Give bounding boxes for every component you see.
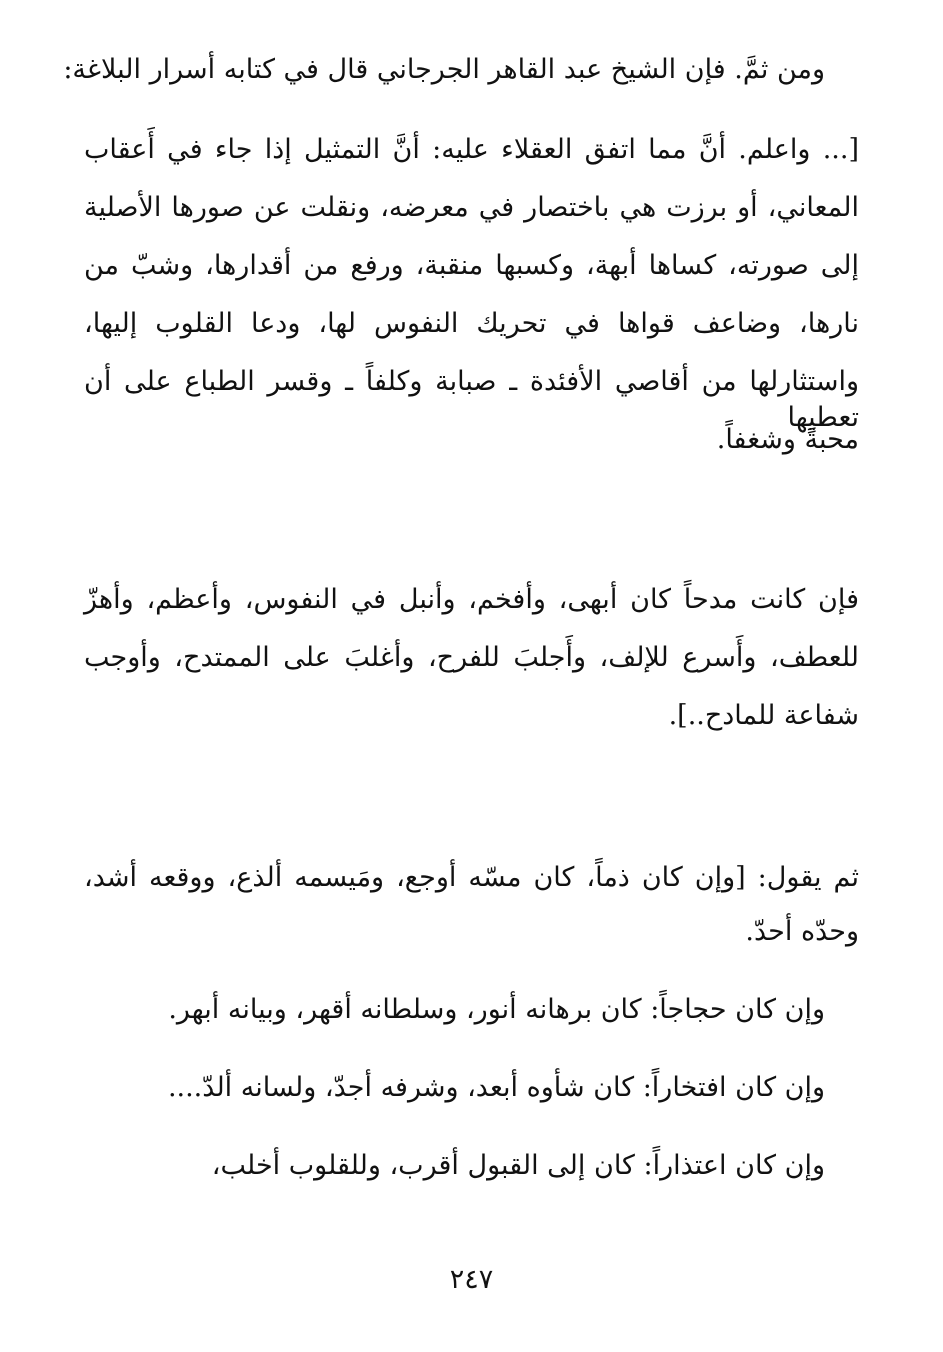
quote1-line-1: [... واعلم. أنَّ مما اتفق العقلاء عليه: أنَّ التمثيل إذا جاء في أَعقاب [84,134,859,165]
quote1-line-5: واستثارلها من أقاصي الأفئدة ـ صبابة وكلفاً ـ وقسر الطباع على أن تعطيها [84,366,859,433]
item-line-1: وإن كان حجاجاً: كان برهانه أنور، وسلطانه أقهر، وبيانه أبهر. [168,994,825,1025]
item-line-3: وإن كان اعتذاراً: كان إلى القبول أقرب، وللقلوب أخلب، [211,1150,825,1181]
item-line-2: وإن كان افتخاراً: كان شأوه أبعد، وشرفه أجدّ، ولسانه ألدّ.... [167,1072,825,1103]
quote1-line-3: إلى صورته، كساها أبهة، وكسبها منقبة، ورفع من أقدارها، وشبّ من [84,250,859,281]
quote2-line-1: فإن كانت مدحاً كان أبهى، وأفخم، وأنبل في النفوس، وأعظم، وأهزّ [84,584,859,615]
quote2-line-2: للعطف، وأَسرع للإلف، وأَجلبَ للفرح، وأغلبَ على الممتدح، وأوجب [84,642,859,673]
quote2-line-3: شفاعة للمادح..]. [668,700,859,731]
quote1-line-2: المعاني، أو برزت هي باختصار في معرضه، ونقلت عن صورها الأصلية [84,192,859,223]
quote3-line-1: ثم يقول: [وإن كان ذماً، كان مسّه أوجع، ومَيسمه ألذع، ووقعه أشد، [84,862,859,893]
quote3-line-2: وحدّه أحدّ. [745,916,859,947]
quote1-line-4: نارها، وضاعف قواها في تحريك النفوس لها، ودعا القلوب إليها، [84,308,859,339]
quote1-line-6: محبةً وشغفاً. [716,424,859,455]
intro-line: ومن ثمَّ. فإن الشيخ عبد القاهر الجرجاني قال في كتابه أسرار البلاغة: [63,54,825,85]
page-number: ٢٤٧ [449,1264,494,1295]
